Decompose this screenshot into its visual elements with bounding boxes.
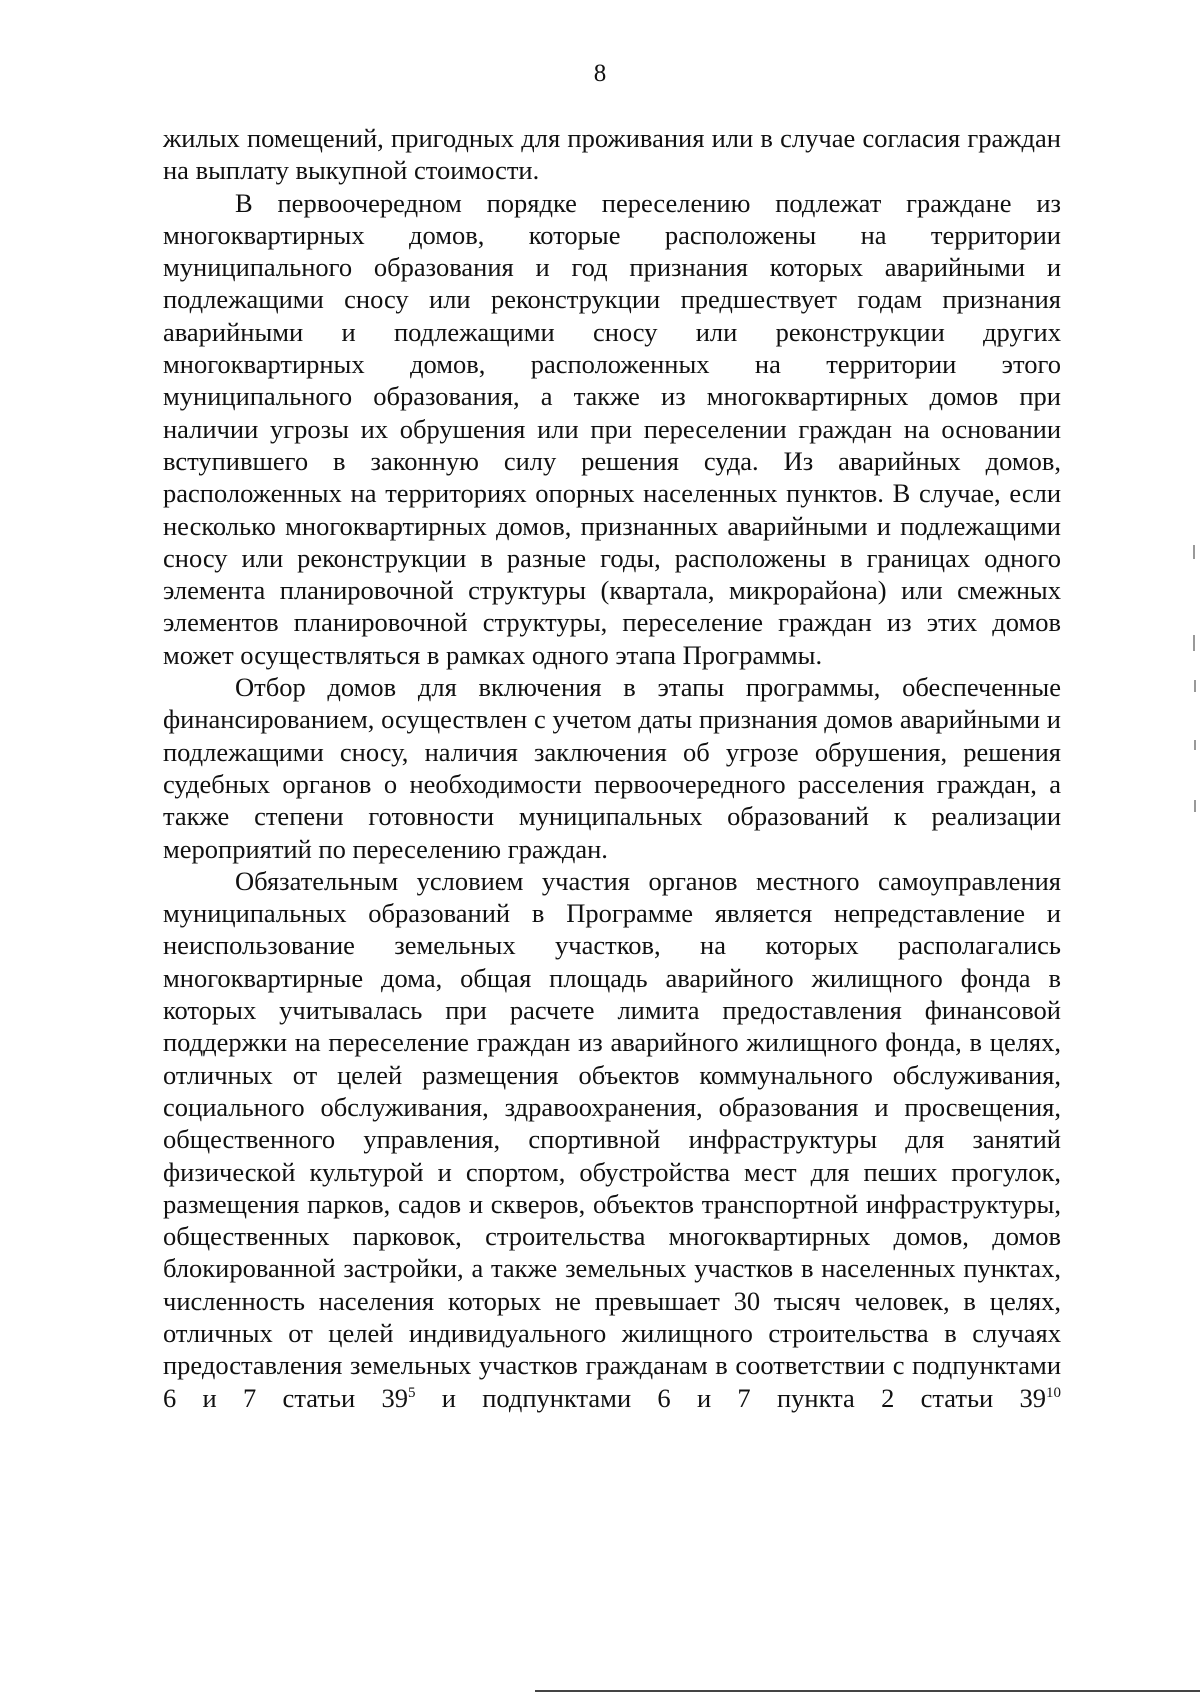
superscript-article-39-10: 10 — [1046, 1384, 1061, 1401]
scan-mark — [1194, 800, 1196, 812]
paragraph-priority-resettlement: В первоочередном порядке переселению подлежат граждане из многоквартирных домов, которые расположены на территории муниципального образования и год признания которых аварийными и подлежащими сносу или реконструкции предшествует годам признания аварийными и подлежащими сносу или реконструкции других многоквартирных домов, расположенных на территории этого муниципального образования, а также из многоквартирных домов при наличии угрозы их обрушения или при переселении граждан на основании вступившего в законную силу решения суда. Из аварийных домов, расположенных на территориях опорных населенных пунктов. В случае, если несколько многоквартирных домов, признанных аварийными и подлежащими сносу или реконструкции в разные годы, расположены в границах одного элемента планировочной структуры (квартала, микрорайона) или смежных элементов планировочной структуры, переселение граждан из этих домов может осуществляться в рамках одного этапа Программы. — [163, 187, 1061, 670]
page-number: 8 — [593, 60, 607, 87]
scan-mark — [1194, 740, 1196, 750]
scan-mark — [1193, 545, 1195, 559]
scan-mark — [1194, 680, 1196, 692]
paragraph-mandatory-condition — [163, 865, 1061, 1414]
paragraph-mandatory-condition-text: Обязательным условием участия органов местного самоуправления муниципальных образований в Программе является непредставление и неиспользование земельных участков, на которых располагались многоквартирные дома, общая площадь аварийного жилищного фонда в которых учитывалась при расчете лимита предоставления финансовой поддержки на переселение граждан из аварийного жилищного фонда, в целях, отличных от целей размещения объектов коммунального обслуживания, социального обслуживания, здравоохранения, образования и просвещения, общественного управления, спортивной инфраструктуры для занятий физической культурой и спортом, обустройства мест для пеших прогулок, размещения парков, садов и скверов, объектов транспортной инфраструктуры, общественных парковок, строительства многоквартирных домов, домов блокированной застройки, а также земельных участков в населенных пунктах, численность населения которых не превышает 30 тысяч человек, в целях, отличных от целей индивидуального жилищного строительства в случаях предоставления земельных участков гражданам в соответствии с подпунктами 6 и 7 статьи 39 — [163, 865, 1061, 1413]
scan-mark — [1193, 635, 1195, 651]
superscript-article-39-5: 5 — [407, 1384, 416, 1401]
paragraph-house-selection: Отбор домов для включения в этапы программы, обеспеченные финансированием, осуществлен с учетом даты признания домов аварийными и подлежащими сносу, наличия заключения об угрозе обрушения, решения судебных органов о необходимости первоочередного расселения граждан, а также степени готовности муниципальных образований к реализации мероприятий по переселению граждан. — [163, 672, 1061, 864]
body-text — [163, 122, 1061, 1414]
paragraph-continuation: жилых помещений, пригодных для проживания или в случае согласия граждан на выплату выкупной стоимости. — [163, 123, 1061, 186]
paragraph-mandatory-condition-text-continued: и подпунктами 6 и 7 пункта 2 статьи 39 — [415, 1382, 1046, 1413]
bottom-rule — [535, 1690, 1200, 1692]
